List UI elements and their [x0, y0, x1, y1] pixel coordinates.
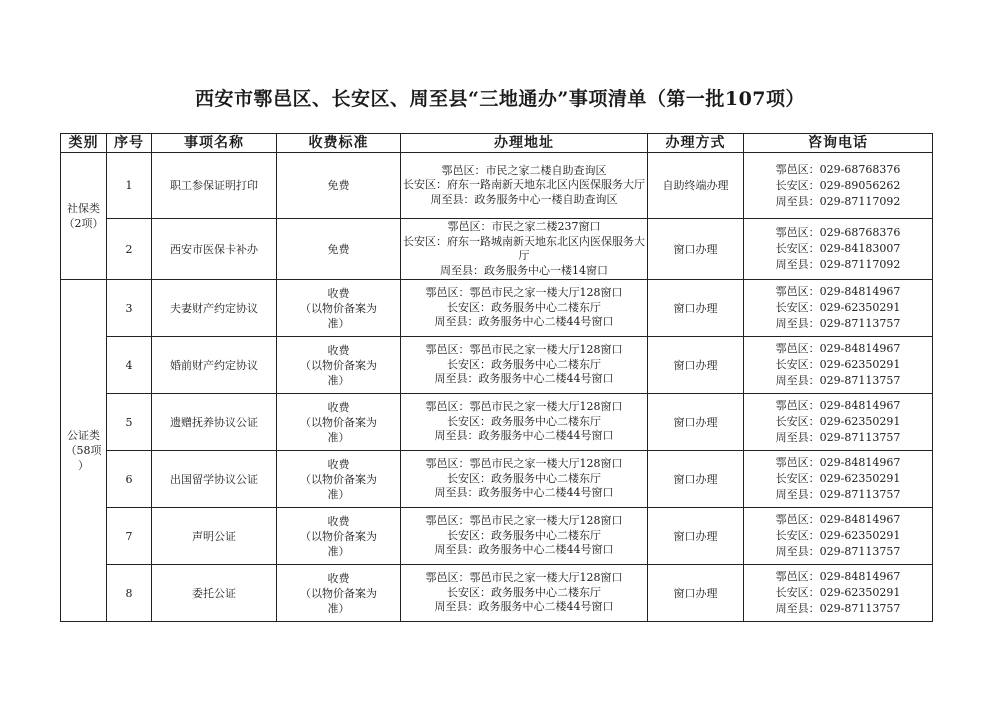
address-cell: 鄠邑区：鄠邑市民之家一楼大厅128窗口 长安区：政务服务中心二楼东厅 周至县：政务服务中心二楼44号窗口 [401, 280, 648, 337]
header-item-name: 事项名称 [152, 134, 277, 153]
phone-cell: 鄠邑区：029-84814967 长安区：029-62350291 周至县：029-87113757 [744, 565, 933, 622]
method-cell: 窗口办理 [648, 280, 744, 337]
seq-cell: 5 [107, 394, 152, 451]
method-cell: 窗口办理 [648, 337, 744, 394]
item-name-cell: 职工参保证明打印 [152, 153, 277, 219]
phone-cell: 鄠邑区：029-84814967 长安区：029-62350291 周至县：029-87113757 [744, 280, 933, 337]
table-row [61, 394, 933, 451]
fee-cell: 收费 （以物价备案为 准） [277, 508, 401, 565]
items-table [60, 133, 933, 622]
address-cell: 鄠邑区：鄠邑市民之家一楼大厅128窗口 长安区：政务服务中心二楼东厅 周至县：政务服务中心二楼44号窗口 [401, 508, 648, 565]
table-row [61, 451, 933, 508]
item-name-cell: 声明公证 [152, 508, 277, 565]
seq-cell: 7 [107, 508, 152, 565]
address-cell: 鄠邑区：鄠邑市民之家一楼大厅128窗口 长安区：政务服务中心二楼东厅 周至县：政务服务中心二楼44号窗口 [401, 565, 648, 622]
seq-cell: 1 [107, 153, 152, 219]
header-method: 办理方式 [648, 134, 744, 153]
address-cell: 鄠邑区：鄠邑市民之家一楼大厅128窗口 长安区：政务服务中心二楼东厅 周至县：政务服务中心二楼44号窗口 [401, 394, 648, 451]
item-name-cell: 婚前财产约定协议 [152, 337, 277, 394]
seq-cell: 3 [107, 280, 152, 337]
table-row [61, 508, 933, 565]
address-cell: 鄠邑区：鄠邑市民之家一楼大厅128窗口 长安区：政务服务中心二楼东厅 周至县：政务服务中心二楼44号窗口 [401, 337, 648, 394]
method-cell: 窗口办理 [648, 508, 744, 565]
phone-cell: 鄠邑区：029-68768376 长安区：029-89056262 周至县：029-87117092 [744, 153, 933, 219]
seq-cell: 6 [107, 451, 152, 508]
phone-cell: 鄠邑区：029-84814967 长安区：029-62350291 周至县：029-87113757 [744, 337, 933, 394]
table-row [61, 565, 933, 622]
fee-cell: 免费 [277, 219, 401, 280]
fee-cell: 收费 （以物价备案为 准） [277, 451, 401, 508]
item-name-cell: 出国留学协议公证 [152, 451, 277, 508]
phone-cell: 鄠邑区：029-84814967 长安区：029-62350291 周至县：029-87113757 [744, 508, 933, 565]
fee-cell: 收费 （以物价备案为 准） [277, 337, 401, 394]
phone-cell: 鄠邑区：029-84814967 长安区：029-62350291 周至县：029-87113757 [744, 394, 933, 451]
address-cell: 鄠邑区：市民之家二楼自助查询区 长安区：府东一路南新天地东北区内医保服务大厅 周至县：政务服务中心一楼自助查询区 [401, 153, 648, 219]
method-cell: 窗口办理 [648, 451, 744, 508]
fee-cell: 收费 （以物价备案为 准） [277, 280, 401, 337]
phone-cell: 鄠邑区：029-68768376 长安区：029-84183007 周至县：029-87117092 [744, 219, 933, 280]
document-title: 西安市鄠邑区、长安区、周至县“三地通办”事项清单（第一批107项） [194, 88, 806, 110]
header-category: 类别 [61, 134, 107, 153]
method-cell: 窗口办理 [648, 565, 744, 622]
seq-cell: 2 [107, 219, 152, 280]
address-cell: 鄠邑区：鄠邑市民之家一楼大厅128窗口 长安区：政务服务中心二楼东厅 周至县：政务服务中心二楼44号窗口 [401, 451, 648, 508]
method-cell: 窗口办理 [648, 394, 744, 451]
table-row [61, 337, 933, 394]
category-notarization: 公证类 （58项 ） [61, 280, 107, 622]
item-name-cell: 西安市医保卡补办 [152, 219, 277, 280]
header-phone: 咨询电话 [744, 134, 933, 153]
seq-cell: 8 [107, 565, 152, 622]
fee-cell: 免费 [277, 153, 401, 219]
header-seq: 序号 [107, 134, 152, 153]
address-cell: 鄠邑区：市民之家二楼237窗口 长安区：府东一路城南新天地东北区内医保服务大厅 周至县：政务服务中心一楼14窗口 [401, 219, 648, 280]
item-name-cell: 遗赠抚养协议公证 [152, 394, 277, 451]
table-row [61, 153, 933, 219]
item-name-cell: 委托公证 [152, 565, 277, 622]
fee-cell: 收费 （以物价备案为 准） [277, 565, 401, 622]
category-social-security: 社保类 （2项） [61, 153, 107, 280]
table-row [61, 280, 933, 337]
method-cell: 自助终端办理 [648, 153, 744, 219]
header-address: 办理地址 [401, 134, 648, 153]
header-fee: 收费标准 [277, 134, 401, 153]
item-name-cell: 夫妻财产约定协议 [152, 280, 277, 337]
seq-cell: 4 [107, 337, 152, 394]
table-header-row [61, 134, 933, 153]
fee-cell: 收费 （以物价备案为 准） [277, 394, 401, 451]
method-cell: 窗口办理 [648, 219, 744, 280]
phone-cell: 鄠邑区：029-84814967 长安区：029-62350291 周至县：029-87113757 [744, 451, 933, 508]
table-row [61, 219, 933, 280]
